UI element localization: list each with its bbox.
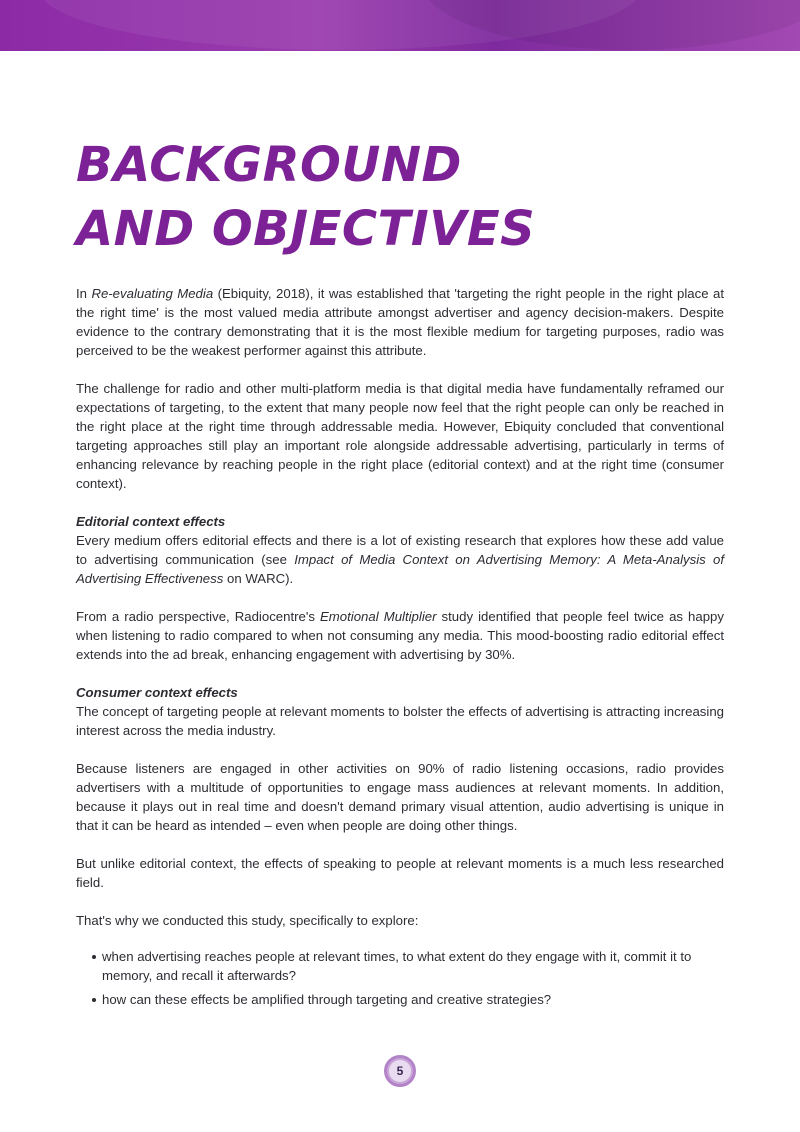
body-text (76, 284, 724, 1014)
paragraph (76, 531, 724, 588)
cited-title: Emotional Multiplier (320, 609, 437, 624)
text-run: (Ebiquity, 2018), it was established that 'targeting the right people in the right place at the right time' is the most valued media attribute amongst advertiser and agency decision-makers. Despite evidence to the contrary demonstrating that it is the most flexible medium for targeting purposes, radio was perceived to be the weakest performer against this attribute. (76, 286, 724, 358)
cited-title: Re-evaluating Media (91, 286, 214, 301)
paragraph: That's why we conducted this study, specifically to explore: (76, 913, 419, 928)
text-run: study identified that people feel twice as happy when listening to radio compared to when not consuming any media. This mood-boosting radio editorial effect extends into the ad break, enhancing engagement with advertising by 30%. (76, 609, 724, 662)
text-run: Every medium offers editorial effects and there is a lot of existing research that explores how these add value to advertising communication (see (76, 533, 724, 567)
section-heading: Editorial context effects (76, 514, 226, 529)
bullet-item: how can these effects be amplified through targeting and creative strategies? (76, 990, 724, 1009)
bullet-item: when advertising reaches people at relevant times, to what extent do they engage with it, commit it to memory, and recall it afterwards? (76, 947, 724, 985)
title-line-1: BACKGROUND (76, 137, 462, 193)
paragraph (76, 607, 724, 664)
paragraph (76, 284, 724, 360)
paragraph: But unlike editorial context, the effects of speaking to people at relevant moments is a much less researched field. (76, 856, 724, 890)
page-number: 5 (389, 1060, 411, 1082)
text-run: From a radio perspective, Radiocentre's (76, 609, 321, 624)
bullet-list (76, 947, 724, 1009)
header-band (0, 0, 800, 51)
title-line-2: AND OBJECTIVES (76, 201, 536, 257)
paragraph: The concept of targeting people at relevant moments to bolster the effects of advertising is attracting increasing interest across the media industry. (76, 704, 724, 738)
text-run: on WARC). (223, 571, 294, 586)
section-heading: Consumer context effects (76, 685, 238, 700)
text-run: In (76, 286, 92, 301)
page-number-badge (384, 1055, 416, 1087)
page-title (76, 133, 726, 261)
paragraph: Because listeners are engaged in other activities on 90% of radio listening occasions, radio provides advertisers with a multitude of opportunities to engage mass audiences at relevant moments. In addition, because it plays out in real time and doesn't demand primary visual attention, audio advertising is unique in that it can be heard as intended – even when people are doing other things. (76, 761, 724, 833)
paragraph: The challenge for radio and other multi-platform media is that digital media have fundamentally reframed our expectations of targeting, to the extent that many people now feel that the right people can only be reached in the right place at the right time through addressable media. However, Ebiquity concluded that conventional targeting approaches still play an important role alongside addressable advertising, particularly in terms of enhancing relevance by reaching people in the right place (editorial context) and at the right time (consumer context). (76, 381, 724, 491)
cited-title: Impact of Media Context on Advertising Memory: A Meta-Analysis of Advertising Effectiveness (76, 552, 724, 586)
